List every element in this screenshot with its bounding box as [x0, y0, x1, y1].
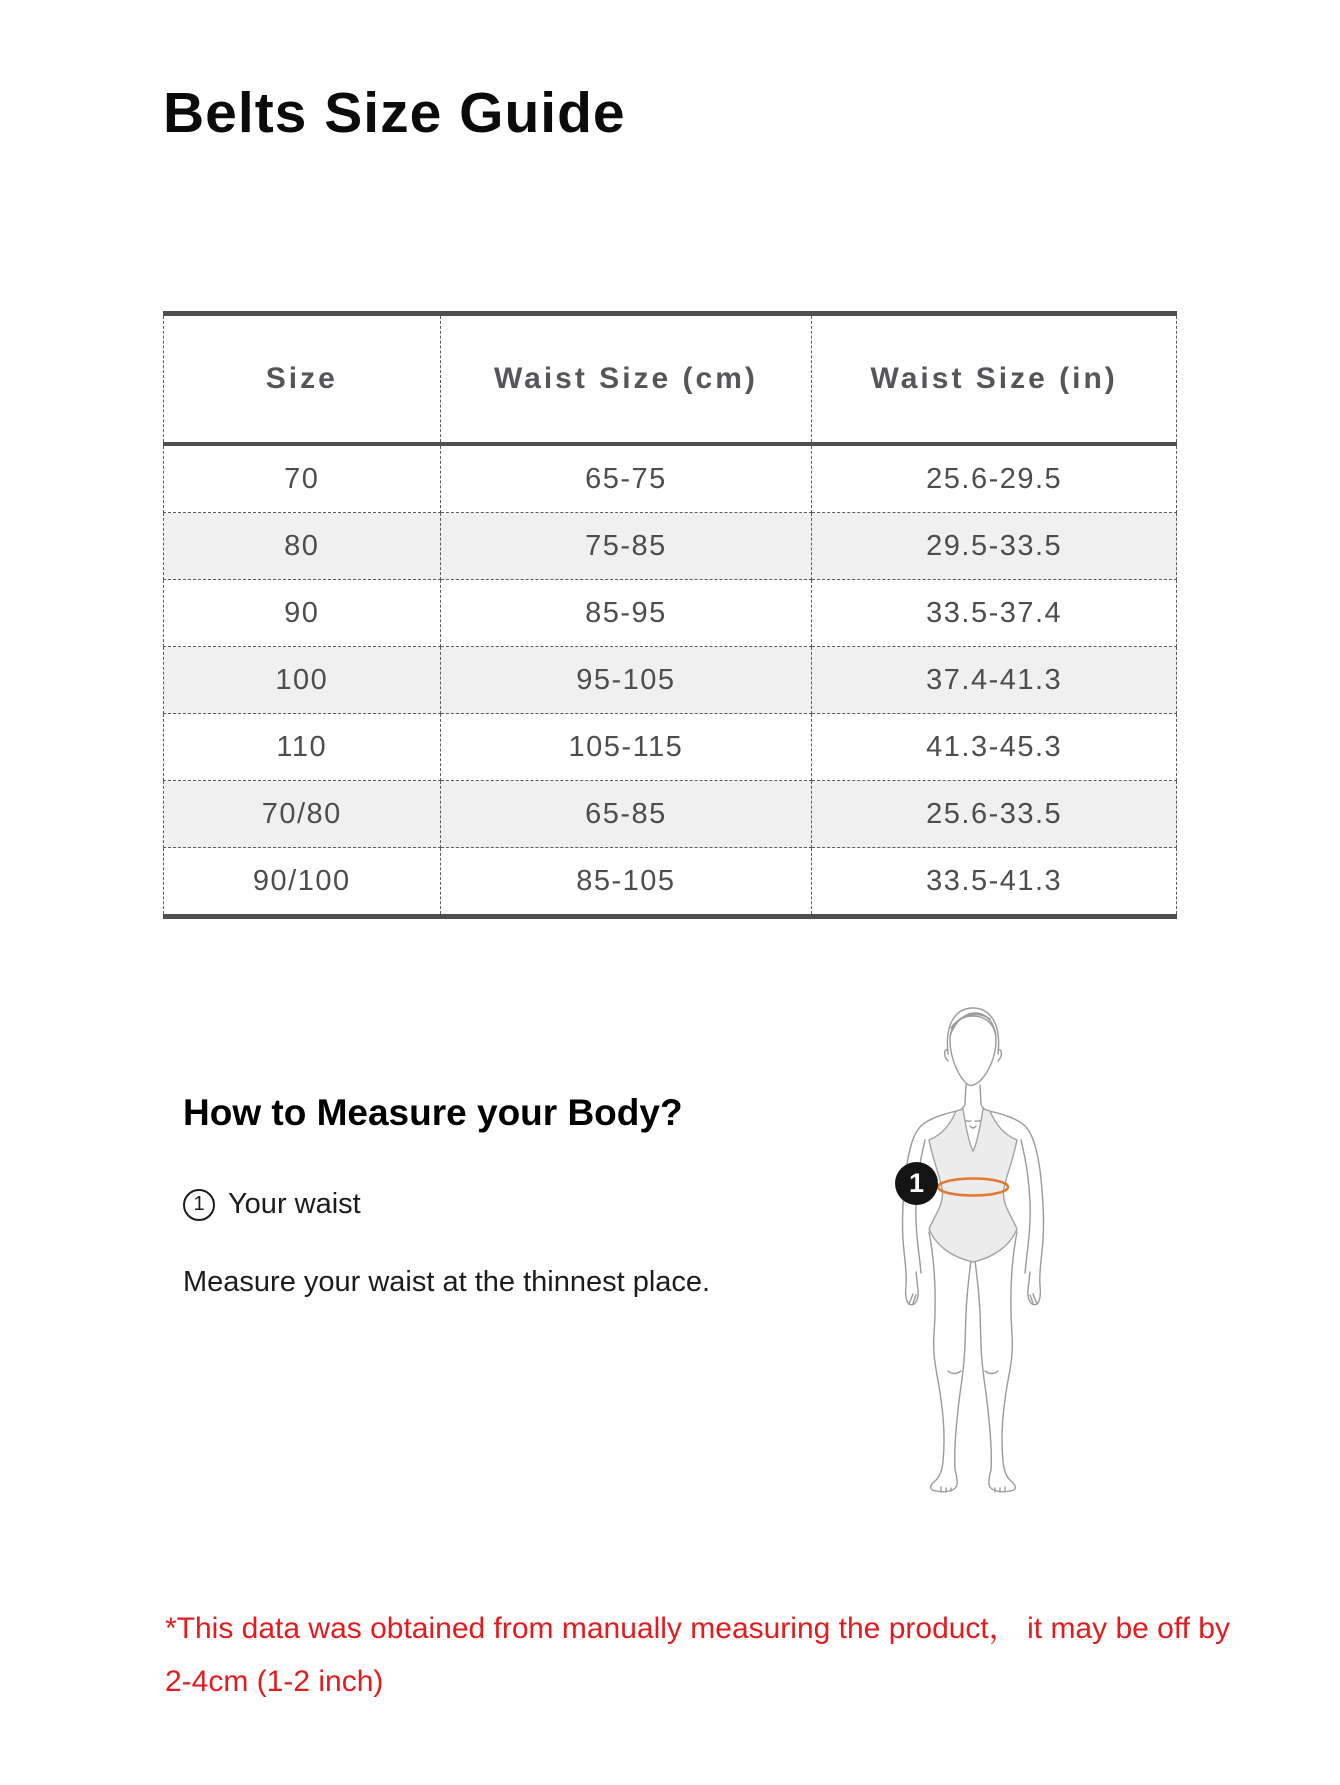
column-header-size: Size [164, 314, 441, 445]
cell-waist-cm: 75-85 [440, 513, 812, 580]
cell-waist-cm: 85-105 [440, 848, 812, 917]
cell-waist-in: 37.4-41.3 [812, 647, 1177, 714]
cell-waist-in: 29.5-33.5 [812, 513, 1177, 580]
cell-waist-cm: 95-105 [440, 647, 812, 714]
disclaimer-text [165, 1602, 1275, 1708]
table-row [164, 444, 1177, 513]
cell-size: 70/80 [164, 781, 441, 848]
size-table [163, 311, 1177, 919]
cell-waist-in: 25.6-29.5 [812, 444, 1177, 513]
page-title: Belts Size Guide [163, 81, 626, 145]
cell-size: 110 [164, 714, 441, 781]
measure-step-description: Measure your waist at the thinnest place. [183, 1266, 711, 1298]
cell-size: 80 [164, 513, 441, 580]
measure-heading: How to Measure your Body? [183, 1092, 683, 1133]
waist-step-badge: 1 [895, 1162, 938, 1205]
table-row [164, 580, 1177, 647]
body-figure-illustration [863, 1000, 1083, 1500]
cell-waist-cm: 65-85 [440, 781, 812, 848]
cell-size: 70 [164, 444, 441, 513]
cell-waist-in: 25.6-33.5 [812, 781, 1177, 848]
column-header-waist-in: Waist Size (in) [812, 314, 1177, 445]
swimsuit [929, 1109, 1017, 1262]
disclaimer-line-2: 2-4cm (1-2 inch) [165, 1665, 384, 1698]
cell-size: 100 [164, 647, 441, 714]
cell-size: 90/100 [164, 848, 441, 917]
table-row [164, 714, 1177, 781]
cell-waist-in: 33.5-41.3 [812, 848, 1177, 917]
circled-number-1: 1 [183, 1189, 215, 1221]
column-header-waist-cm: Waist Size (cm) [440, 314, 812, 445]
cell-waist-cm: 65-75 [440, 444, 812, 513]
table-row [164, 647, 1177, 714]
table-row [164, 513, 1177, 580]
size-table-header-row [164, 314, 1177, 445]
disclaimer-line-1: *This data was obtained from manually measuring the product， it may be off by [165, 1612, 1230, 1645]
table-row [164, 848, 1177, 917]
cell-size: 90 [164, 580, 441, 647]
cell-waist-cm: 85-95 [440, 580, 812, 647]
table-row [164, 781, 1177, 848]
measure-step-1 [183, 1188, 361, 1221]
cell-waist-cm: 105-115 [440, 714, 812, 781]
cell-waist-in: 41.3-45.3 [812, 714, 1177, 781]
measure-step-label: Your waist [228, 1188, 361, 1220]
cell-waist-in: 33.5-37.4 [812, 580, 1177, 647]
